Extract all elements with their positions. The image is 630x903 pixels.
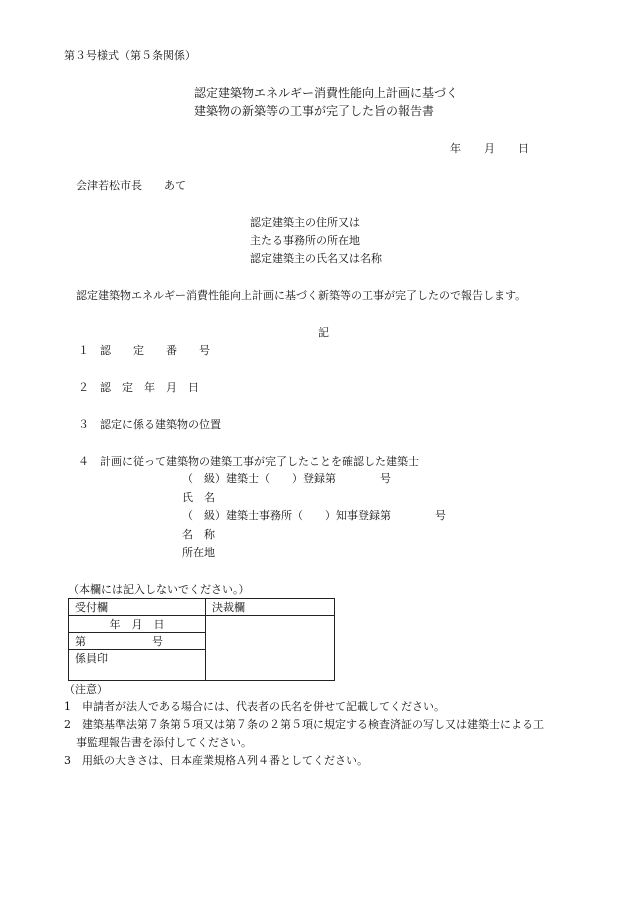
note-1: 1 申請者が法人である場合には、代表者の氏名を併せて記載してください。	[64, 700, 445, 713]
reception-date-cell: 年 月 日	[69, 616, 206, 633]
office-name-label: 名 称	[182, 528, 215, 541]
item-1-certification-number: １ 認 定 番 号	[78, 344, 210, 357]
body-text: 認定建築物エネルギー消費性能向上計画に基づく新築等の工事が完了したので報告します。	[76, 289, 527, 302]
title-line-1: 認定建築物エネルギー消費性能向上計画に基づく	[194, 86, 459, 100]
applicant-address-label: 認定建築主の住所又は	[250, 216, 360, 229]
item-3-building-location: ３ 認定に係る建築物の位置	[78, 418, 221, 431]
applicant-name-label: 認定建築主の氏名又は名称	[250, 252, 382, 265]
note-2-continued: 事監理報告書を添付してください。	[76, 736, 252, 749]
item-4-architect: ４ 計画に従って建築物の建築工事が完了したことを確認した建築士	[78, 455, 419, 468]
notes-heading: （注意）	[64, 683, 108, 696]
office-registration-line: （ 級）建築士事務所（ ）知事登録第 号	[182, 509, 446, 522]
title-line-2: 建築物の新築等の工事が完了した旨の報告書	[194, 104, 435, 118]
note-2: 2 建築基準法第７条第５項又は第７条の２第５項に規定する検査済証の写し又は建築士による工	[64, 718, 544, 731]
office-location-label: 所在地	[182, 546, 215, 559]
form-number: 第３号様式（第５条関係）	[64, 49, 196, 62]
applicant-office-label: 主たる事務所の所在地	[250, 234, 360, 247]
decision-cell	[206, 616, 335, 681]
architect-registration-line: （ 級）建築士（ ）登録第 号	[182, 472, 391, 485]
reception-number-cell: 第 号	[69, 633, 206, 650]
date-year-label: 年	[450, 142, 461, 155]
note-3: 3 用紙の大きさは、日本産業規格Ａ列４番としてください。	[64, 754, 368, 767]
office-use-table	[68, 598, 335, 681]
decision-header: 決裁欄	[206, 599, 335, 616]
date-month-label: 月	[484, 142, 495, 155]
clerk-seal-cell: 係員印	[69, 650, 206, 681]
stamp-box-caption: （本欄には記入しないでください。）	[68, 583, 250, 596]
addressee: 会津若松市長 あて	[76, 179, 186, 192]
date-day-label: 日	[518, 142, 529, 155]
architect-name-label: 氏 名	[182, 491, 215, 504]
item-2-certification-date: ２ 認 定 年 月 日	[78, 381, 199, 394]
reception-header: 受付欄	[69, 599, 206, 616]
ki-heading: 記	[318, 326, 329, 339]
